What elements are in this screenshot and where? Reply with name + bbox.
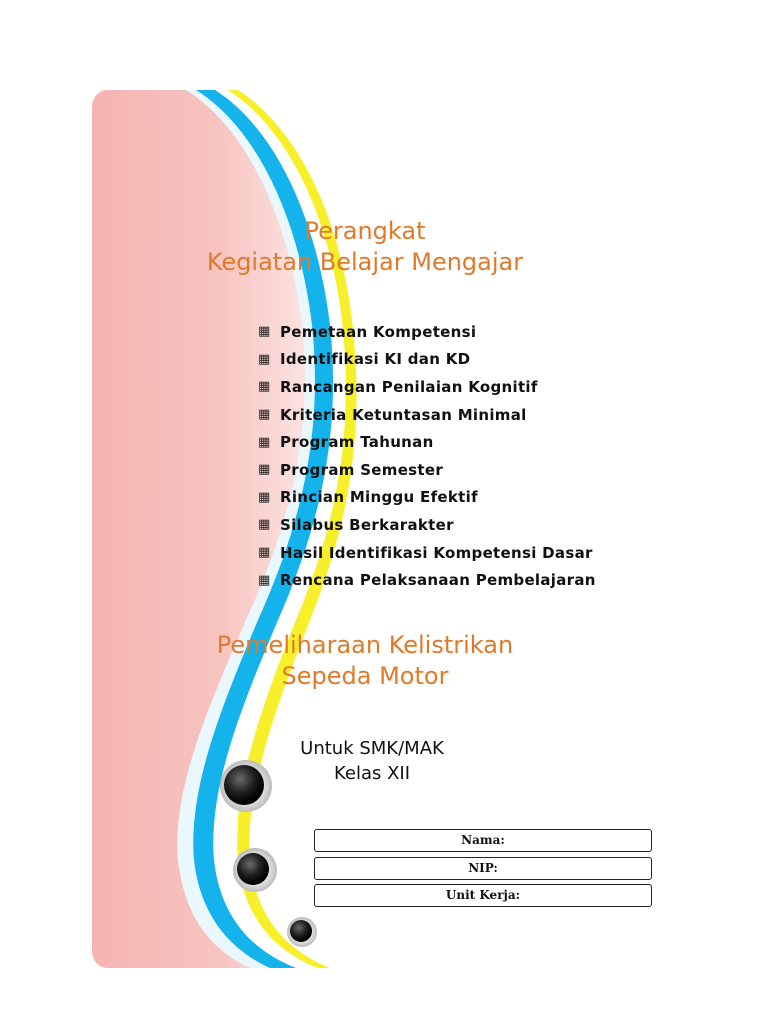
ball-2 xyxy=(233,848,277,892)
grid-square-bullet-icon: ▦ xyxy=(258,351,271,367)
grid-square-bullet-icon: ▦ xyxy=(258,379,271,395)
grid-square-bullet-icon: ▦ xyxy=(258,517,271,533)
grid-square-bullet-icon: ▦ xyxy=(258,407,271,423)
list-item: ▦ Kriteria Ketuntasan Minimal xyxy=(258,405,527,424)
grid-square-bullet-icon: ▦ xyxy=(258,324,271,340)
contents-list xyxy=(258,318,596,594)
subject-line-1: Pemeliharaan Kelistrikan xyxy=(216,631,514,659)
subject-title xyxy=(120,630,610,692)
document-title xyxy=(120,216,610,278)
list-item: ▦ Rancangan Penilaian Kognitif xyxy=(258,377,538,396)
nip-field[interactable]: NIP: xyxy=(314,857,652,880)
nama-field[interactable]: Nama: xyxy=(314,829,652,852)
grid-square-bullet-icon: ▦ xyxy=(258,545,271,561)
target-line-1: Untuk SMK/MAK xyxy=(300,738,444,759)
title-line-1: Perangkat xyxy=(304,217,426,245)
target-line-2: Kelas XII xyxy=(333,763,411,784)
grid-square-bullet-icon: ▦ xyxy=(258,489,271,505)
list-item: ▦ Silabus Berkarakter xyxy=(258,515,454,534)
list-item: ▦ Program Tahunan xyxy=(258,433,434,452)
list-item: ▦ Program Semester xyxy=(258,460,444,479)
target-audience xyxy=(222,736,522,786)
unit-kerja-field[interactable]: Unit Kerja: xyxy=(314,884,652,907)
grid-square-bullet-icon: ▦ xyxy=(258,572,271,588)
grid-square-bullet-icon: ▦ xyxy=(258,434,271,450)
list-item: ▦ Identifikasi KI dan KD xyxy=(258,350,471,369)
grid-square-bullet-icon: ▦ xyxy=(258,462,271,478)
list-item: ▦ Rincian Minggu Efektif xyxy=(258,488,478,507)
list-item: ▦ Pemetaan Kompetensi xyxy=(258,322,477,341)
list-item: ▦ Rencana Pelaksanaan Pembelajaran xyxy=(258,571,596,590)
list-item: ▦ Hasil Identifikasi Kompetensi Dasar xyxy=(258,543,593,562)
title-line-2: Kegiatan Belajar Mengajar xyxy=(206,248,524,276)
subject-line-2: Sepeda Motor xyxy=(281,662,449,690)
ball-3 xyxy=(287,917,317,947)
